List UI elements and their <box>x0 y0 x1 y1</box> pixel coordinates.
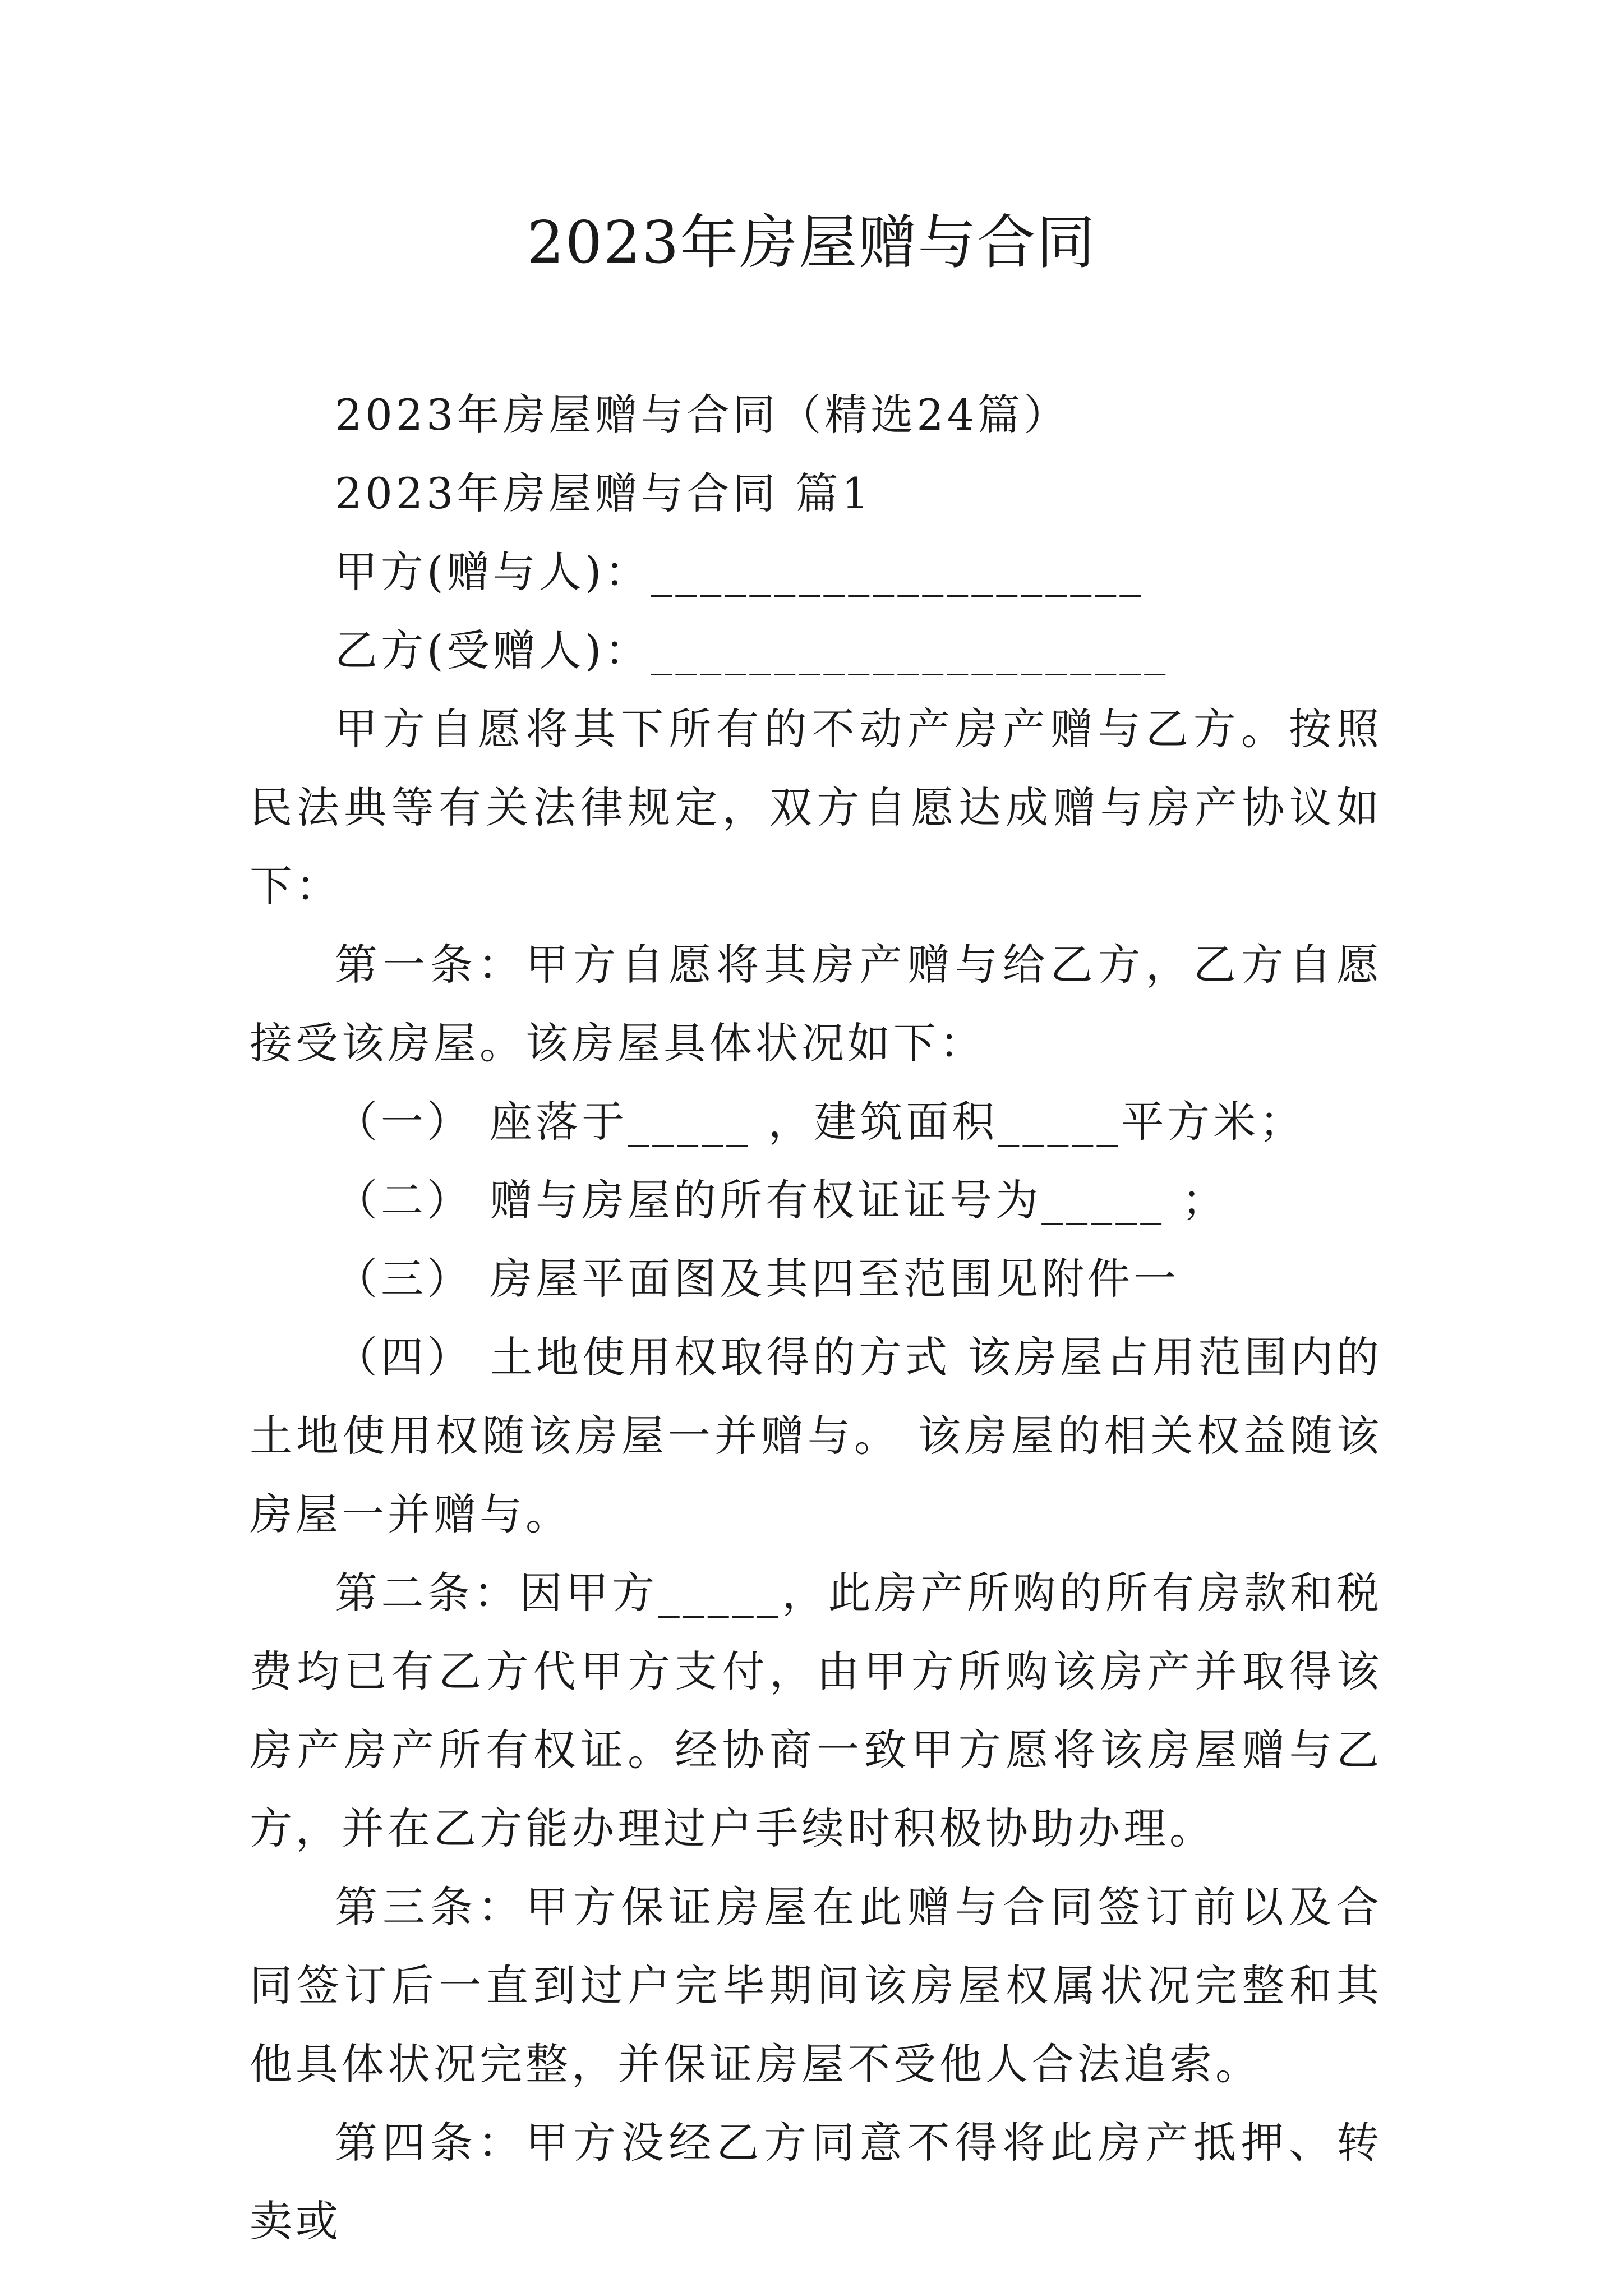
article-3: 第三条：甲方保证房屋在此赠与合同签订前以及合同签订后一直到过户完毕期间该房屋权属状况完整和其他具体状况完整，并保证房屋不受他人合法追索。 <box>250 1882 1382 2089</box>
document-body <box>250 376 1382 2261</box>
section-heading: 2023年房屋赠与合同 篇1 <box>335 468 872 518</box>
party-a-line: 甲方(赠与人)：____________________ <box>335 547 1145 597</box>
party-b-line: 乙方(受赠人)：_____________________ <box>335 625 1169 675</box>
article-4: 第四条：甲方没经乙方同意不得将此房产抵押、转卖或 <box>250 2118 1382 2246</box>
subtitle-line: 2023年房屋赠与合同（精选24篇） <box>335 390 1070 440</box>
article-1: 第一条：甲方自愿将其房产赠与给乙方，乙方自愿接受该房屋。该房屋具体状况如下： <box>250 940 1382 1068</box>
document-title: 2023年房屋赠与合同 <box>527 208 1096 277</box>
article-1-item-3: （三） 房屋平面图及其四至范围见附件一 <box>335 1254 1180 1304</box>
preamble-paragraph: 甲方自愿将其下所有的不动产房产赠与乙方。按照民法典等有关法律规定，双方自愿达成赠与房产协议如下： <box>250 704 1382 911</box>
article-1-item-4: （四） 土地使用权取得的方式 该房屋占用范围内的土地使用权随该房屋一并赠与。 该房屋的相关权益随该房屋一并赠与。 <box>250 1332 1382 1539</box>
article-1-item-1: （一） 座落于_____ ，建筑面积_____平方米； <box>335 1097 1306 1147</box>
article-1-item-2: （二） 赠与房屋的所有权证证号为_____ ； <box>335 1175 1228 1225</box>
article-2: 第二条：因甲方_____，此房产所购的所有房款和税费均已有乙方代甲方支付，由甲方所购该房产并取得该房产房产所有权证。经协商一致甲方愿将该房屋赠与乙方，并在乙方能办理过户手续时积极协助办理。 <box>250 1568 1382 1853</box>
